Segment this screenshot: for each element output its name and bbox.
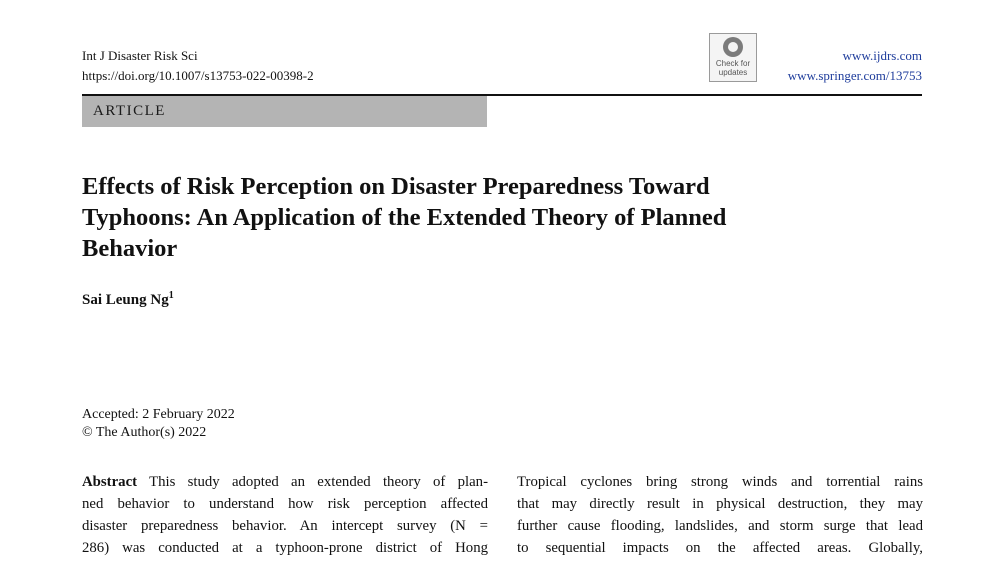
paper-title — [82, 171, 882, 264]
title-line: Typhoons: An Application of the Extended Theory of Planned — [82, 204, 727, 231]
abstract-line: disaster preparedness behavior. An intercept survey (N = — [82, 518, 488, 534]
abstract-line: Abstract This study adopted an extended theory of plan- — [82, 474, 488, 490]
introduction-text — [517, 471, 923, 559]
accepted-date: Accepted: 2 February 2022 — [82, 407, 235, 422]
copyright-notice: © The Author(s) 2022 — [82, 425, 207, 440]
title-line: Effects of Risk Perception on Disaster Preparedness Toward — [82, 173, 710, 200]
intro-line: further cause flooding, landslides, and storm surge that lead — [517, 518, 923, 534]
title-line: Behavior — [82, 235, 178, 262]
badge-line-2: updates — [718, 68, 748, 77]
abstract-label: Abstract — [82, 474, 138, 490]
intro-line: Tropical cyclones bring strong winds and torrential rains — [517, 474, 923, 490]
article-type-label: ARTICLE — [82, 96, 487, 127]
badge-line-1: Check for — [715, 59, 751, 68]
abstract-line: ned behavior to understand how risk perception affected — [82, 496, 488, 512]
author-name: Sai Leung Ng — [82, 292, 169, 308]
author — [82, 290, 174, 309]
doi-link[interactable]: https://doi.org/10.1007/s13753-022-00398-2 — [82, 68, 314, 83]
journal-website-link[interactable]: www.ijdrs.com — [842, 48, 922, 63]
check-for-updates-badge[interactable] — [709, 33, 757, 82]
intro-line: that may directly result in physical destruction, they may — [517, 496, 923, 512]
check-for-updates-icon — [723, 37, 743, 57]
journal-name: Int J Disaster Risk Sci — [82, 48, 198, 63]
abstract — [82, 471, 488, 559]
affiliation-mark[interactable]: 1 — [168, 290, 174, 301]
intro-line: to sequential impacts on the affected areas. Globally, — [517, 540, 923, 556]
publisher-website-link[interactable]: www.springer.com/13753 — [787, 68, 922, 83]
abstract-line: 286) was conducted at a typhoon-prone district of Hong — [82, 540, 488, 556]
